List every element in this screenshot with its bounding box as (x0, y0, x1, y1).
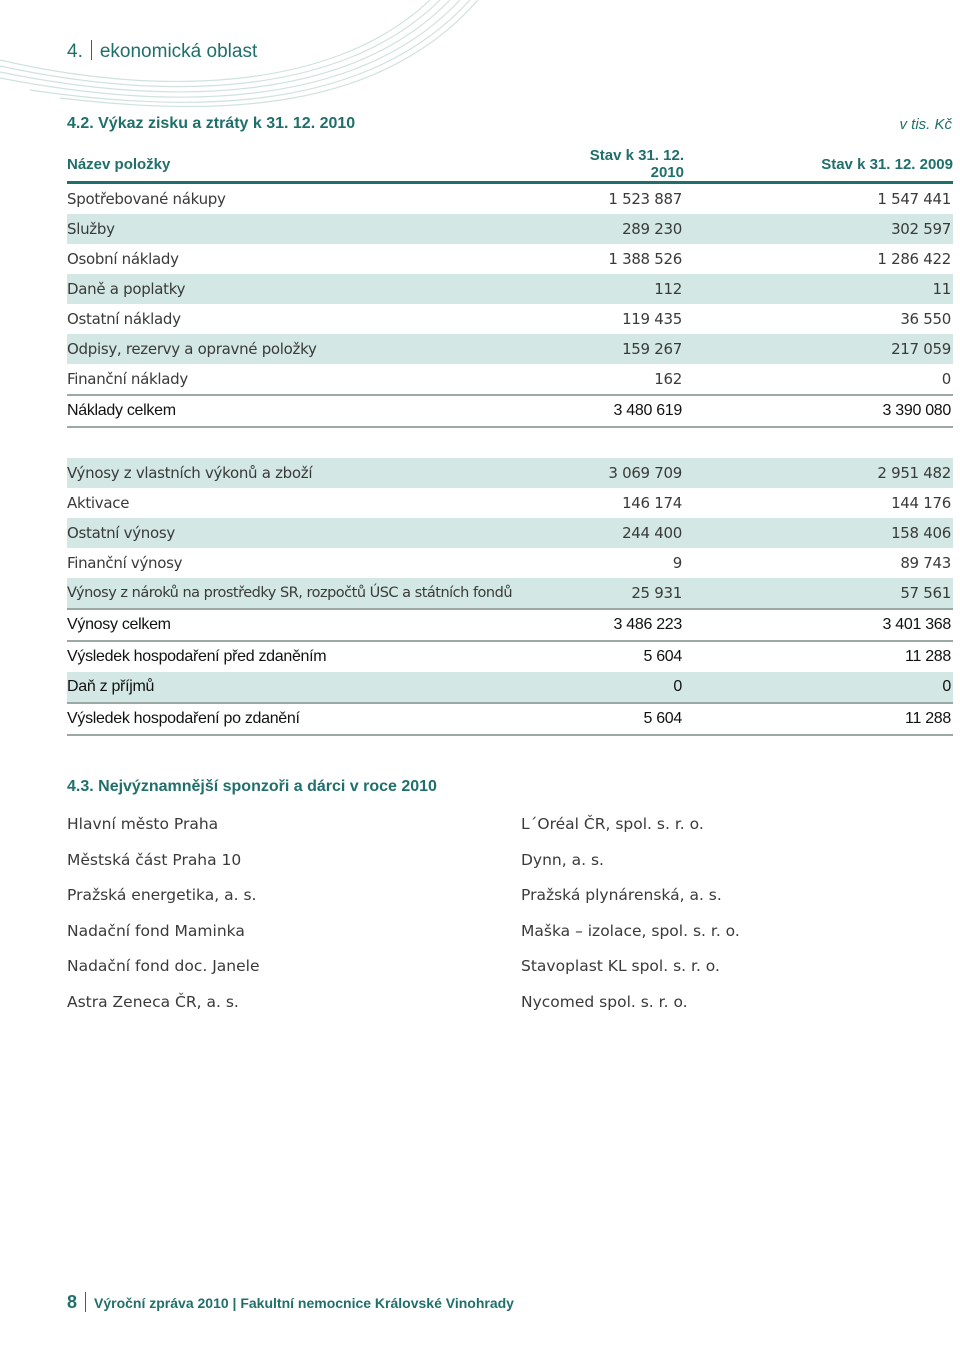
page-number: 8 (67, 1292, 78, 1312)
profit-loss-table (67, 147, 953, 736)
row-label: Daně a poplatky (67, 274, 572, 304)
list-item: Pražská energetika, a. s. (67, 886, 257, 905)
value-2009: 1 547 441 (877, 190, 951, 208)
value-2009: 11 288 (684, 641, 953, 672)
value-2010: 3 486 223 (572, 609, 684, 641)
value-2010: 146 174 (622, 494, 682, 512)
value-2010: 5 604 (572, 641, 684, 672)
table-row (67, 518, 953, 548)
value-2009: 89 743 (900, 554, 951, 572)
header-section-number: 4. (67, 41, 83, 62)
row-label: Aktivace (67, 494, 130, 512)
row-label: Výsledek hospodaření po zdanění (67, 703, 572, 735)
table-header-row (67, 147, 953, 183)
list-item: Maška – izolace, spol. s. r. o. (521, 921, 740, 940)
income-tax-row (67, 672, 953, 703)
table-row (67, 458, 953, 488)
value-2010: 244 400 (572, 518, 684, 548)
list-item: Nadační fond doc. Janele (67, 957, 260, 976)
list-item: Stavoplast KL spol. s. r. o. (521, 957, 720, 976)
row-label: Ostatní náklady (67, 310, 181, 328)
table-row (67, 183, 953, 215)
list-item: Astra Zeneca ČR, a. s. (67, 992, 239, 1011)
row-label: Výnosy celkem (67, 609, 572, 641)
value-2010: 162 (654, 370, 682, 388)
row-label: Finanční náklady (67, 370, 188, 388)
value-2010: 1 523 887 (608, 190, 682, 208)
value-2010: 25 931 (572, 578, 684, 609)
value-2009: 302 597 (684, 214, 953, 244)
value-2009: 1 286 422 (877, 250, 951, 268)
row-label: Daň z příjmů (67, 672, 572, 703)
page-header (67, 40, 257, 63)
value-2009: 217 059 (684, 334, 953, 364)
table-row (67, 364, 953, 395)
list-item: Dynn, a. s. (521, 850, 604, 869)
value-2009: 158 406 (684, 518, 953, 548)
value-2009: 0 (684, 672, 953, 703)
value-2010: 119 435 (622, 310, 682, 328)
value-2010: 1 388 526 (608, 250, 682, 268)
list-item: Hlavní město Praha (67, 815, 219, 833)
list-item: Nycomed spol. s. r. o. (521, 992, 688, 1011)
value-2009: 2 951 482 (684, 458, 953, 488)
col-header-name: Název položky (67, 147, 572, 183)
row-label: Osobní náklady (67, 250, 179, 268)
table-spacer (67, 427, 953, 458)
value-2009: 36 550 (900, 310, 951, 328)
header-section-title: ekonomická oblast (99, 41, 258, 62)
value-2009: 144 176 (891, 494, 951, 512)
value-2010: 0 (572, 672, 684, 703)
list-item: Pražská plynárenská, a. s. (521, 886, 722, 905)
page-footer (67, 1292, 514, 1313)
revenues-total-row (67, 609, 953, 641)
value-2009: 57 561 (684, 578, 953, 609)
table-row (67, 334, 953, 364)
row-label: Výsledek hospodaření před zdaněním (67, 641, 572, 672)
list-item: Městská část Praha 10 (67, 850, 242, 869)
footer-text: Výroční zpráva 2010 | Fakultní nemocnice Královské Vinohrady (94, 1295, 514, 1311)
table-row (67, 548, 953, 578)
row-label: Služby (67, 214, 572, 244)
col-header-2009: Stav k 31. 12. 2009 (684, 147, 953, 183)
sponsors-left-column (67, 812, 260, 1026)
table-row (67, 578, 953, 609)
value-2010: 9 (672, 554, 682, 572)
table-row (67, 214, 953, 244)
row-label: Ostatní výnosy (67, 518, 572, 548)
result-after-tax-row (67, 703, 953, 735)
value-2010: 112 (572, 274, 684, 304)
report-title: 4.2. Výkaz zisku a ztráty k 31. 12. 2010 (67, 115, 356, 132)
sponsors-title: 4.3. Nejvýznamnější sponzoři a dárci v roce 2010 (67, 778, 437, 795)
col-header-2010: Stav k 31. 12. 2010 (572, 147, 684, 183)
row-label: Odpisy, rezervy a opravné položky (67, 334, 572, 364)
value-2009: 11 288 (684, 703, 953, 735)
table-row (67, 274, 953, 304)
value-2009: 0 (941, 370, 951, 388)
table-row (67, 304, 953, 334)
table-row (67, 488, 953, 518)
costs-total-row (67, 395, 953, 427)
row-label: Náklady celkem (67, 395, 572, 427)
value-2009: 11 (684, 274, 953, 304)
value-2010: 159 267 (572, 334, 684, 364)
value-2009: 3 390 080 (684, 395, 953, 427)
row-label: Výnosy z vlastních výkonů a zboží (67, 458, 572, 488)
result-before-tax-row (67, 641, 953, 672)
sponsors-right-column (521, 812, 740, 1026)
footer-divider (85, 1292, 86, 1312)
value-2010: 5 604 (572, 703, 684, 735)
value-2010: 3 480 619 (572, 395, 684, 427)
header-divider (91, 40, 92, 60)
list-item: L´Oréal ČR, spol. s. r. o. (521, 815, 704, 833)
value-2009: 3 401 368 (684, 609, 953, 641)
value-2010: 3 069 709 (572, 458, 684, 488)
row-label: Spotřebované nákupy (67, 190, 226, 208)
table-row (67, 244, 953, 274)
row-label: Výnosy z nároků na prostředky SR, rozpočtů ÚSC a státních fondů (67, 578, 572, 609)
list-item: Nadační fond Maminka (67, 921, 245, 940)
value-2010: 289 230 (572, 214, 684, 244)
row-label: Finanční výnosy (67, 554, 183, 572)
unit-label: v tis. Kč (899, 116, 952, 133)
